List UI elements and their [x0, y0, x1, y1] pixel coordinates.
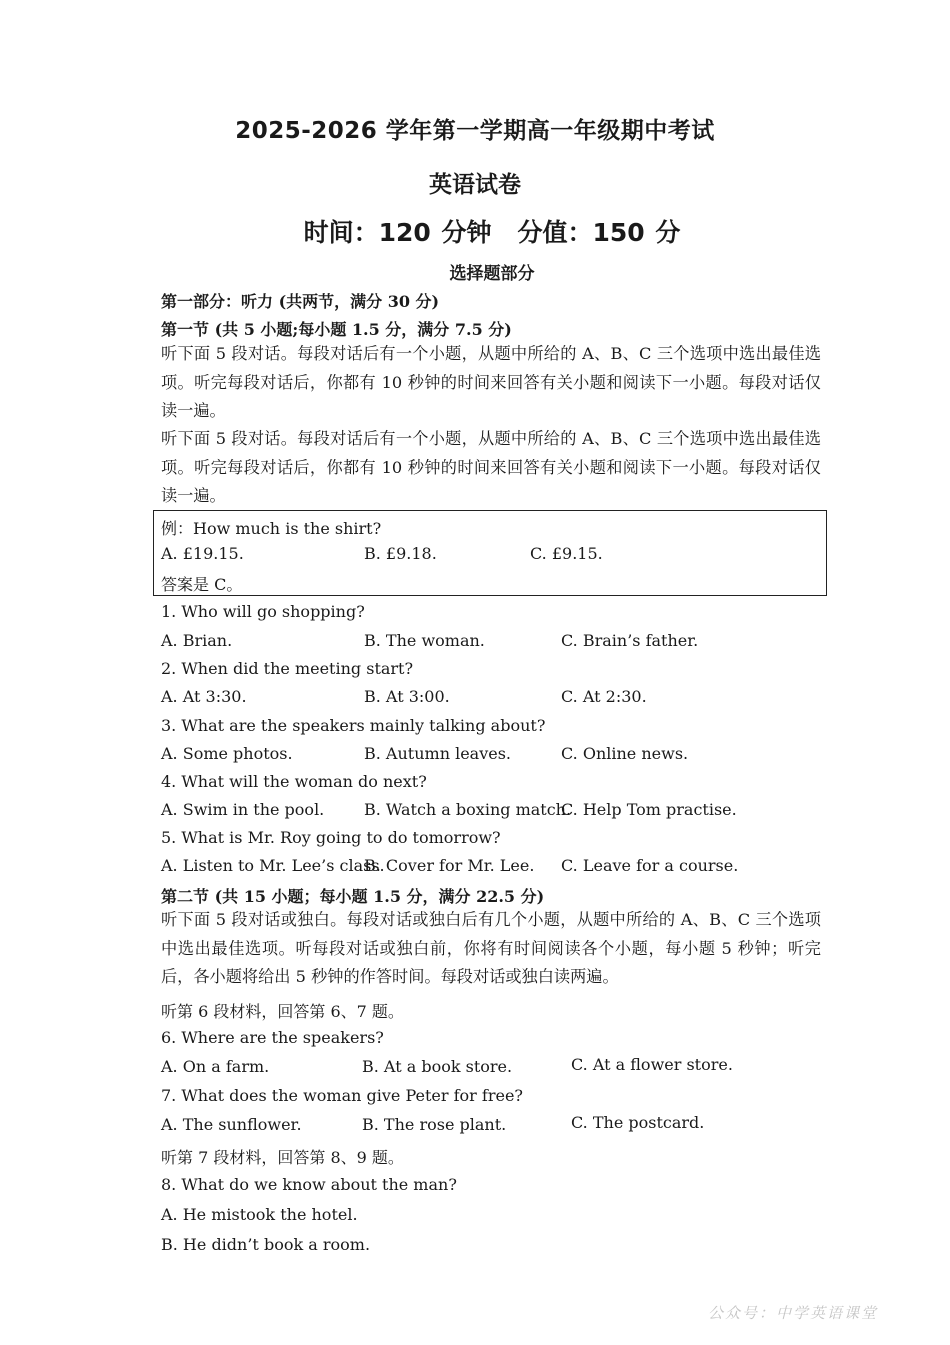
- q5-option-a: A. Listen to Mr. Lee’s class.: [161, 856, 385, 875]
- q4-option-c: C. Help Tom practise.: [561, 800, 737, 819]
- question-1: 1. Who will go shopping?: [161, 602, 365, 621]
- question-2: 2. When did the meeting start?: [161, 659, 414, 678]
- q4-option-b: B. Watch a boxing match.: [364, 800, 572, 819]
- time-score-line: [0, 213, 950, 249]
- part-label: 选择题部分: [449, 264, 535, 284]
- question-5: 5. What is Mr. Roy going to do tomorrow?: [161, 828, 501, 847]
- section1-instructions-2: 听下面 5 段对话。每段对话后有一个小题，从题中所给的 A、B、C 三个选项中选出最佳选项。听完每段对话后，你都有 10 秒钟的时间来回答有关小题和阅读下一小题。每段对话仅读一遍。: [161, 429, 821, 505]
- q1-option-a: A. Brian.: [161, 631, 233, 650]
- example-option-a: A. £19.15.: [161, 544, 244, 563]
- question-7: 7. What does the woman give Peter for free?: [161, 1086, 523, 1105]
- q2-option-b: B. At 3:00.: [364, 687, 450, 706]
- exam-title: 2025-2026 学年第一学期高一年级期中考试: [235, 118, 715, 144]
- section2-heading: 第二节 (共 15 小题；每小题 1.5 分，满分 22.5 分): [161, 887, 545, 906]
- q2-option-c: C. At 2:30.: [561, 687, 647, 706]
- q6-option-a: A. On a farm.: [161, 1057, 270, 1076]
- q6-option-c: C. At a flower store.: [571, 1055, 733, 1074]
- example-answer: 答案是 C。: [161, 575, 243, 594]
- q2-option-a: A. At 3:30.: [161, 687, 247, 706]
- exam-time: 时间：120 分钟: [303, 218, 492, 247]
- q3-option-a: A. Some photos.: [161, 744, 293, 763]
- example-question: 例：How much is the shirt?: [161, 519, 382, 538]
- material-6-note: 听第 6 段材料，回答第 6、7 题。: [161, 1002, 404, 1021]
- q1-option-b: B. The woman.: [364, 631, 485, 650]
- exam-score: 分值：150 分: [517, 218, 681, 247]
- material-7-note: 听第 7 段材料，回答第 8、9 题。: [161, 1148, 404, 1167]
- q7-option-a: A. The sunflower.: [161, 1115, 302, 1134]
- q4-option-a: A. Swim in the pool.: [161, 800, 325, 819]
- q3-option-b: B. Autumn leaves.: [364, 744, 512, 763]
- question-3: 3. What are the speakers mainly talking about?: [161, 716, 546, 735]
- section2-instructions: 听下面 5 段对话或独白。每段对话或独白后有几个小题，从题中所给的 A、B、C 三个选项中选出最佳选项。听每段对话或独白前，你将有时间阅读各个小题，每小题 5 秒钟；听完后，各小题将给出 5 秒钟的作答时间。每段对话或独白读两遍。: [161, 910, 821, 986]
- section1-instructions-1: 听下面 5 段对话。每段对话后有一个小题，从题中所给的 A、B、C 三个选项中选出最佳选项。听完每段对话后，你都有 10 秒钟的时间来回答有关小题和阅读下一小题。每段对话仅读一遍。: [161, 344, 821, 420]
- question-8: 8. What do we know about the man?: [161, 1175, 457, 1194]
- q7-option-c: C. The postcard.: [571, 1113, 705, 1132]
- q7-option-b: B. The rose plant.: [362, 1115, 507, 1134]
- q6-option-b: B. At a book store.: [362, 1057, 513, 1076]
- section1-heading: 第一节 (共 5 小题;每小题 1.5 分，满分 7.5 分): [161, 320, 512, 339]
- question-6: 6. Where are the speakers?: [161, 1028, 384, 1047]
- question-4: 4. What will the woman do next?: [161, 772, 427, 791]
- example-option-c: C. £9.15.: [530, 544, 603, 563]
- q8-option-a: A. He mistook the hotel.: [161, 1205, 358, 1224]
- part1-heading: 第一部分：听力 (共两节，满分 30 分): [161, 292, 440, 311]
- watermark: 公众号：中学英语课堂: [708, 1304, 879, 1322]
- q5-option-b: B. Cover for Mr. Lee.: [364, 856, 535, 875]
- q3-option-c: C. Online news.: [561, 744, 689, 763]
- q1-option-c: C. Brain’s father.: [561, 631, 699, 650]
- example-option-b: B. £9.18.: [364, 544, 437, 563]
- q5-option-c: C. Leave for a course.: [561, 856, 739, 875]
- subject-title: 英语试卷: [429, 172, 521, 198]
- q8-option-b: B. He didn’t book a room.: [161, 1235, 371, 1254]
